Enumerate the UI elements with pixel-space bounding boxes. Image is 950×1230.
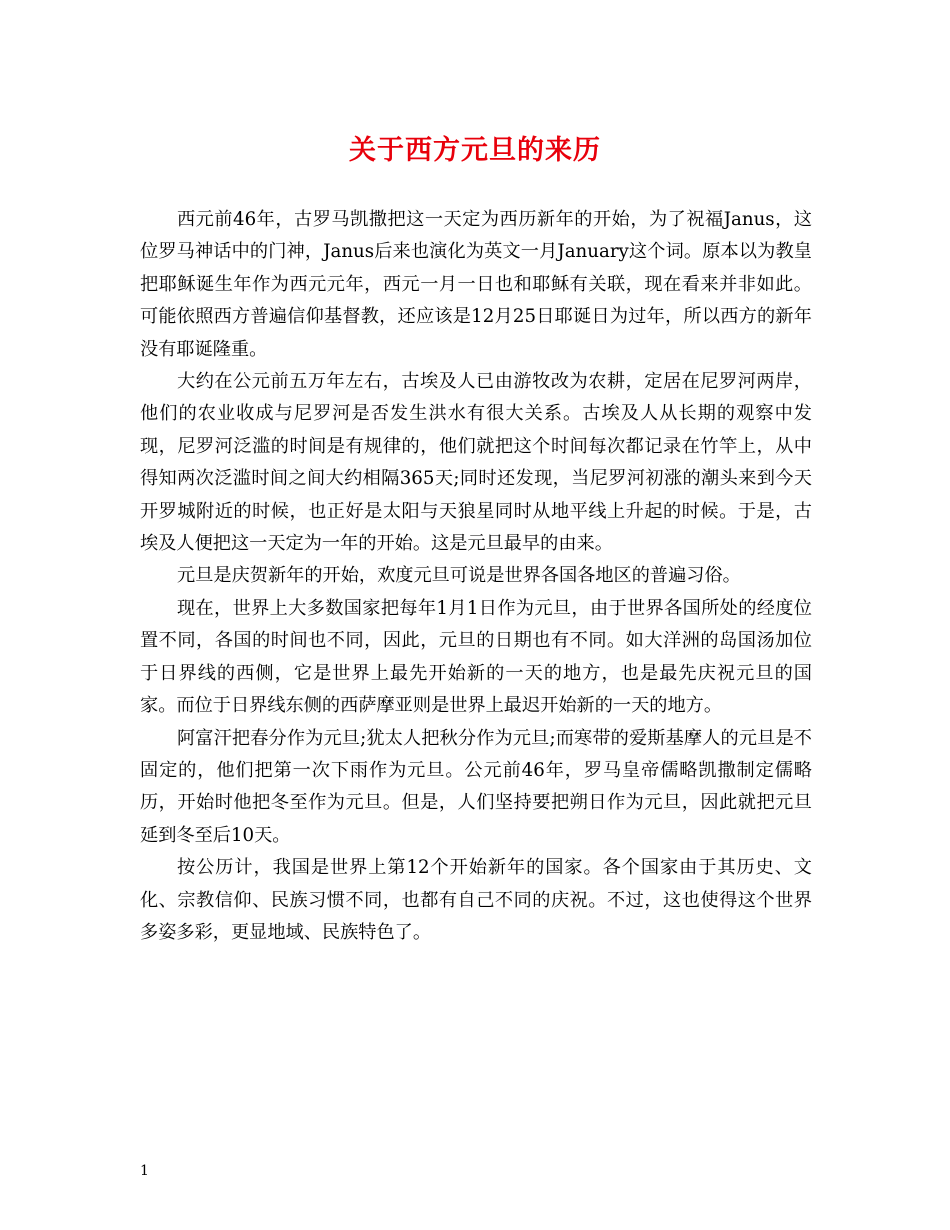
- paragraph-4: 现在，世界上大多数国家把每年1月1日作为元旦，由于世界各国所处的经度位置不同，各国的时间也不同，因此，元旦的日期也有不同。如大洋洲的岛国汤加位于日界线的西侧，它是世界上最先开始新的一天的地方，也是最先庆祝元旦的国家。而位于日界线东侧的西萨摩亚则是世界上最迟开始新的一天的地方。: [140, 597, 812, 717]
- document-body: [140, 204, 812, 949]
- paragraph-6: 按公历计，我国是世界上第12个开始新年的国家。各个国家由于其历史、文化、宗教信仰、民族习惯不同，也都有自己不同的庆祝。不过，这也使得这个世界多姿多彩，更显地域、民族特色了。: [140, 857, 812, 943]
- page-number: 1: [140, 1163, 149, 1179]
- paragraph-1: 西元前46年，古罗马凯撒把这一天定为西历新年的开始，为了祝福Janus，这位罗马神话中的门神，Janus后来也演化为英文一月January这个词。原本以为教皇把耶稣诞生年作为西元元年，西元一月一日也和耶稣有关联，现在看来并非如此。可能依照西方普遍信仰基督教，还应该是12月25日耶诞日为过年，所以西方的新年没有耶诞隆重。: [140, 209, 812, 360]
- paragraph-3: 元旦是庆贺新年的开始，欢度元旦可说是世界各国各地区的普遍习俗。: [177, 565, 741, 587]
- document-title: 关于西方元旦的来历: [349, 135, 601, 166]
- paragraph-2: 大约在公元前五万年左右，古埃及人已由游牧改为农耕，定居在尼罗河两岸，他们的农业收成与尼罗河是否发生洪水有很大关系。古埃及人从长期的观察中发现，尼罗河泛滥的时间是有规律的，他们就把这个时间每次都记录在竹竿上，从中得知两次泛滥时间之间大约相隔365天;同时还发现，当尼罗河初涨的潮头来到今天开罗城附近的时候，也正好是太阳与天狼星同时从地平线上升起的时候。于是，古埃及人便把这一天定为一年的开始。这是元旦最早的由来。: [140, 371, 812, 555]
- paragraph-5: 阿富汗把春分作为元旦;犹太人把秋分作为元旦;而寒带的爱斯基摩人的元旦是不固定的，他们把第一次下雨作为元旦。公元前46年，罗马皇帝儒略凯撒制定儒略历，开始时他把冬至作为元旦。但是，人们坚持要把朔日作为元旦，因此就把元旦延到冬至后10天。: [140, 727, 812, 846]
